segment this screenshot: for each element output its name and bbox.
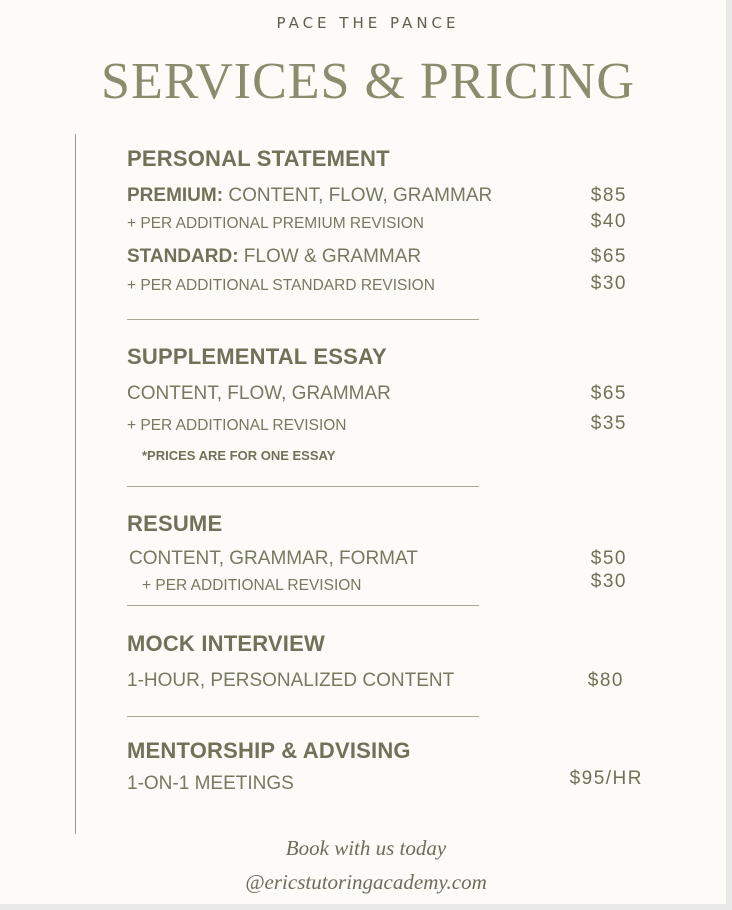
tier-prefix: PREMIUM:: [127, 185, 224, 206]
page-title: SERVICES & PRICING: [101, 53, 635, 110]
price-value: $30: [590, 571, 627, 592]
price-value: $30: [590, 273, 627, 294]
booking-cta: Book with us today: [285, 836, 447, 860]
section-title-supplemental-essay: SUPPLEMENTAL ESSAY: [127, 344, 387, 369]
section-title-resume: RESUME: [127, 511, 223, 536]
price-row-label: + PER ADDITIONAL REVISION: [142, 577, 362, 594]
price-row-label: + PER ADDITIONAL PREMIUM REVISION: [127, 215, 424, 232]
price-value: $95/HR: [569, 768, 643, 789]
price-value: $85: [590, 185, 627, 206]
section-divider: [127, 716, 479, 717]
section-divider: [127, 319, 479, 320]
vertical-rule: [75, 134, 76, 834]
price-row-label: 1-ON-1 MEETINGS: [127, 773, 294, 794]
tier-description: CONTENT, FLOW, GRAMMAR: [223, 185, 493, 206]
brand-name: PACE THE PANCE: [276, 14, 460, 32]
section-divider: [127, 605, 479, 606]
price-row-label: [127, 246, 421, 268]
contact-handle: @ericstutoringacademy.com: [245, 870, 487, 894]
price-value: $80: [587, 670, 624, 691]
section-title-mock-interview: MOCK INTERVIEW: [127, 631, 325, 656]
price-row-label: [127, 185, 492, 207]
tier-prefix: STANDARD:: [127, 246, 239, 267]
section-divider: [127, 486, 479, 487]
price-row-label: + PER ADDITIONAL REVISION: [127, 417, 347, 434]
price-row-label: 1-HOUR, PERSONALIZED CONTENT: [127, 670, 455, 691]
price-value: $35: [590, 413, 627, 434]
price-value: $65: [590, 246, 627, 267]
price-row-label: CONTENT, GRAMMAR, FORMAT: [129, 548, 418, 569]
section-title-personal-statement: PERSONAL STATEMENT: [127, 146, 390, 171]
tier-description: FLOW & GRAMMAR: [238, 246, 422, 267]
price-value: $40: [590, 211, 627, 232]
section-title-mentorship: MENTORSHIP & ADVISING: [127, 738, 411, 763]
price-value: $65: [590, 383, 627, 404]
price-row-label: + PER ADDITIONAL STANDARD REVISION: [127, 277, 435, 294]
price-value: $50: [590, 548, 627, 569]
price-row-label: CONTENT, FLOW, GRAMMAR: [127, 383, 391, 404]
pricing-note: *PRICES ARE FOR ONE ESSAY: [142, 448, 336, 463]
